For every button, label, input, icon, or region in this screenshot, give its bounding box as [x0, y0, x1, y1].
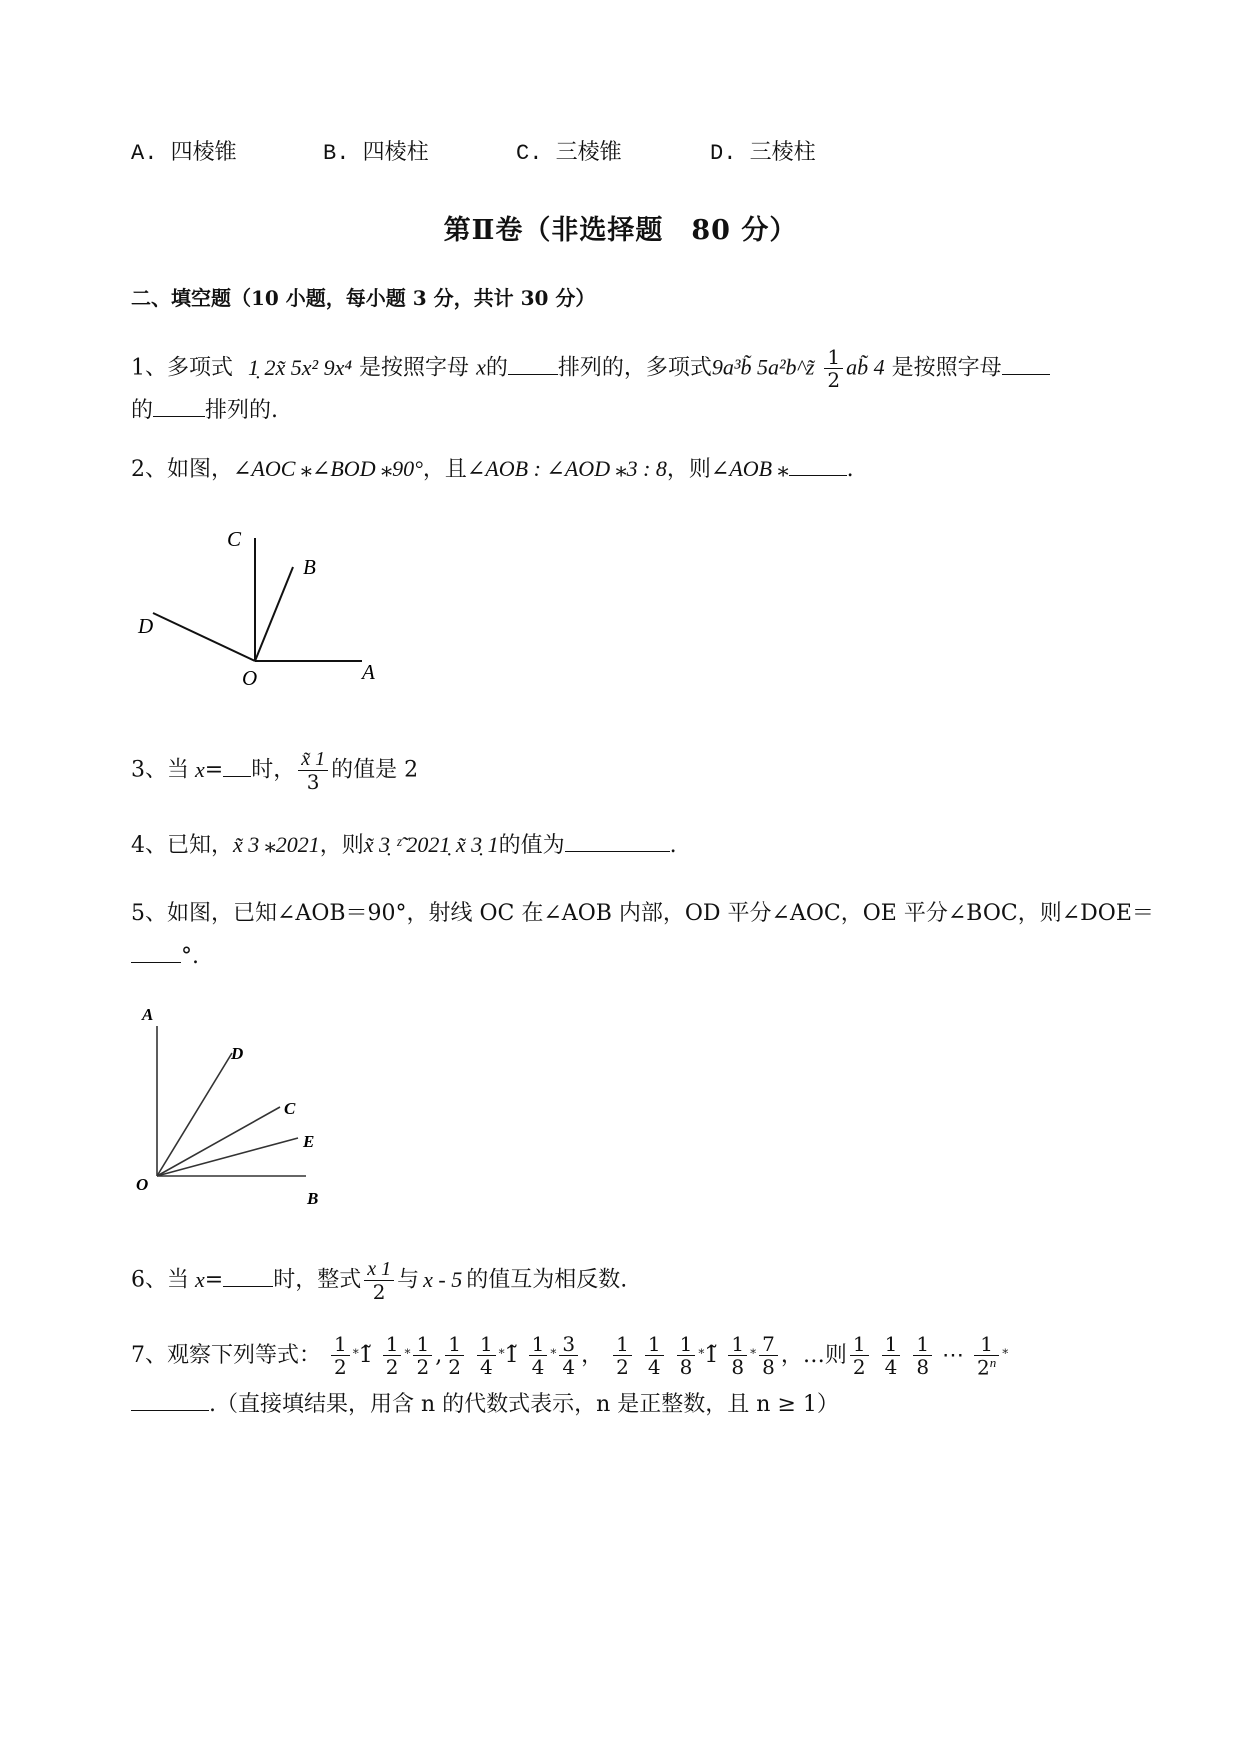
q2-blank[interactable] — [789, 457, 847, 476]
q6-text-b: 时，整式 — [273, 1267, 362, 1293]
q1-frac-den: 2 — [824, 368, 843, 391]
ray-od — [157, 1053, 232, 1176]
q1-var: x — [476, 354, 486, 380]
q7-frac-6: $\frac{1}{4}$ — [529, 1333, 548, 1378]
option-c: C. 三棱锥 — [516, 141, 622, 166]
q7-frac-12: $\frac{7}{8}$ — [759, 1333, 778, 1378]
q4-text-c: 的值为 — [498, 833, 565, 858]
q6-var: x — [195, 1266, 205, 1292]
part-title: 第Ⅱ卷（非选择题 80 分） — [443, 215, 798, 246]
q7-frac-16: $\frac{1}{2^n}$ — [974, 1333, 999, 1379]
figure-1-angles — [120, 520, 400, 700]
question-7-line-2 — [131, 1392, 839, 1416]
q7-blank[interactable] — [131, 1392, 209, 1411]
q7-frac-13: $\frac{1}{2}$ — [850, 1333, 869, 1378]
label-e: E — [303, 1132, 315, 1151]
q1-fraction — [824, 346, 843, 391]
q7-end-mark: ⁎ — [1002, 1342, 1009, 1357]
q5-end: °. — [181, 944, 199, 969]
q3-fraction — [298, 748, 328, 793]
q3-blank[interactable] — [223, 758, 251, 777]
question-7-line-1: 7、观察下列等式： $\frac{1}{2}$ ⁎1̃ $\frac{1}{2}$ ⁎ $\frac{1}{2}$ , $\frac{1}{2}$ $\frac{1}{4}$ ⁎1̃ $\frac{1}{4}$ ⁎ $\frac{3}{4}$ ， $\frac{1}{2}$ $\frac{1}{4}$ $\frac{1}{8}$ ⁎1̃ $\frac{1}{8}$ ⁎ $\frac{7}{8}$ ，…则 $\frac{1}{2}$ $\frac{1}{4}$ $\frac{1}{8}$ ⋯ $\frac{1}{2^n}$ ⁎ — [131, 1332, 1009, 1380]
q7-frac-11: $\frac{1}{8}$ — [728, 1333, 747, 1378]
figure-2-angles — [120, 1000, 340, 1210]
q1-blank-2[interactable] — [1002, 356, 1050, 375]
q7-frac-5: $\frac{1}{4}$ — [477, 1333, 496, 1378]
q6-blank[interactable] — [223, 1268, 273, 1287]
q2-end: . — [846, 457, 854, 482]
q4-blank[interactable] — [565, 833, 670, 852]
q7-frac-9: $\frac{1}{4}$ — [645, 1333, 664, 1378]
q1-frac-num: 1 — [827, 345, 841, 369]
question-5-line-1: 5、如图，已知∠AOB＝90°，射线 OC 在∠AOB 内部，OD 平分∠AOC，OE 平分∠BOC，则∠DOE＝ — [131, 901, 1154, 926]
q2-expr-3: ∠AOB ⁎ — [710, 456, 789, 481]
q7-frac-10: $\frac{1}{8}$ — [677, 1333, 696, 1378]
q7-text-a: 7、观察下列等式： — [131, 1342, 321, 1368]
q1-blank-3[interactable] — [153, 398, 205, 417]
ray-oe — [157, 1138, 298, 1176]
question-1-line-2 — [131, 398, 278, 422]
q1-polynomial-2: 9a³b̃ 5a²b^z̃ — [711, 354, 815, 380]
q7-line2: .（直接填结果，用含 n 的代数式表示，n 是正整数，且 n ≥ 1） — [209, 1392, 839, 1417]
q7-frac-3: $\frac{1}{2}$ — [413, 1333, 432, 1378]
label-a: A — [362, 660, 375, 684]
ray-ob — [255, 567, 293, 661]
q1-polynomial-2-tail: ab̃ 4 — [846, 354, 885, 380]
q1-mid-3: 排列的，多项式 — [557, 355, 712, 381]
label-o: O — [136, 1175, 149, 1194]
label-d: D — [138, 614, 154, 638]
q6-expr: x - 5 — [423, 1266, 463, 1292]
q4-expr-2: x̃ 3̣ ᶻ̃ 2021̣ x̃ 3̣ 1 — [363, 832, 499, 857]
q7-dots: …则 — [802, 1342, 847, 1368]
label-c: C — [284, 1099, 296, 1118]
q7-frac-7: $\frac{3}{4}$ — [559, 1333, 578, 1378]
q7-frac-1: $\frac{1}{2}$ — [331, 1333, 350, 1378]
q6-fraction — [364, 1258, 394, 1303]
ray-od — [153, 613, 255, 661]
option-a: A. 四棱锥 — [131, 141, 237, 166]
q6-text-c: 与 — [397, 1267, 420, 1293]
q4-expr-1: x̃ 3 ⁎2021 — [233, 832, 320, 857]
q1-line2-a: 的 — [131, 398, 154, 423]
q3-frac-num: x̃ 1 — [301, 748, 326, 770]
q4-end: . — [669, 833, 677, 858]
q2-text-b: ，且 — [422, 457, 467, 482]
q7-frac-15: $\frac{1}{8}$ — [913, 1333, 932, 1378]
question-6 — [131, 1258, 627, 1303]
label-b: B — [307, 1189, 319, 1208]
q2-text-c: ，则 — [666, 457, 711, 482]
q1-mid-1: 是按照字母 — [359, 355, 470, 381]
q3-var: x — [195, 756, 205, 782]
q6-frac-den: 2 — [364, 1280, 394, 1303]
q4-text-b: ，则 — [319, 833, 364, 858]
question-2 — [131, 457, 854, 481]
q1-prefix: 1、多项式 — [131, 355, 233, 381]
label-o: O — [242, 666, 258, 690]
label-b: B — [303, 555, 316, 579]
label-d: D — [231, 1044, 244, 1063]
question-5-line-2 — [131, 944, 199, 968]
q1-mid-2: 的 — [485, 355, 508, 381]
q7-frac-2: $\frac{1}{2}$ — [383, 1333, 402, 1378]
question-1-line-1 — [131, 346, 1050, 391]
q3-frac-den: 3 — [298, 770, 328, 793]
q2-expr-2: ∠AOB : ∠AOD ⁎3 : 8 — [466, 456, 667, 481]
q4-text-a: 4、已知， — [131, 833, 233, 858]
q3-eq: = — [204, 757, 224, 783]
option-d: D. 三棱柱 — [710, 141, 816, 166]
q6-text-a: 6、当 — [131, 1267, 189, 1293]
q6-text-d: 的值互为相反数. — [466, 1267, 628, 1293]
question-4 — [131, 833, 677, 857]
q1-line2-b: 排列的. — [205, 398, 279, 423]
section-title: 二、填空题（10 小题，每小题 3 分，共计 30 分） — [131, 286, 596, 310]
option-b: B. 四棱柱 — [323, 141, 429, 166]
q6-eq: = — [204, 1267, 224, 1293]
q7-frac-14: $\frac{1}{4}$ — [882, 1333, 901, 1378]
q3-text-a: 3、当 — [131, 757, 189, 783]
q1-blank-1[interactable] — [508, 356, 558, 375]
q6-frac-num: x 1 — [367, 1258, 392, 1280]
label-a: A — [142, 1005, 154, 1024]
ray-oc — [157, 1107, 280, 1176]
q3-text-b: 时， — [251, 757, 296, 783]
q2-text-a: 2、如图， — [131, 457, 233, 482]
q3-text-c: 的值是 2 — [331, 757, 419, 783]
q2-expr-1: ∠AOC ⁎∠BOD ⁎90° — [233, 456, 423, 481]
question-3 — [131, 748, 418, 793]
q7-frac-4: $\frac{1}{2}$ — [445, 1333, 464, 1378]
q1-polynomial-1: 1̣ 2x̃ 5x² 9x⁴ — [248, 354, 353, 380]
q5-blank[interactable] — [131, 944, 181, 963]
label-c: C — [227, 527, 242, 551]
q1-mid-4: 是按照字母 — [891, 355, 1002, 381]
q7-frac-8: $\frac{1}{2}$ — [613, 1333, 632, 1378]
